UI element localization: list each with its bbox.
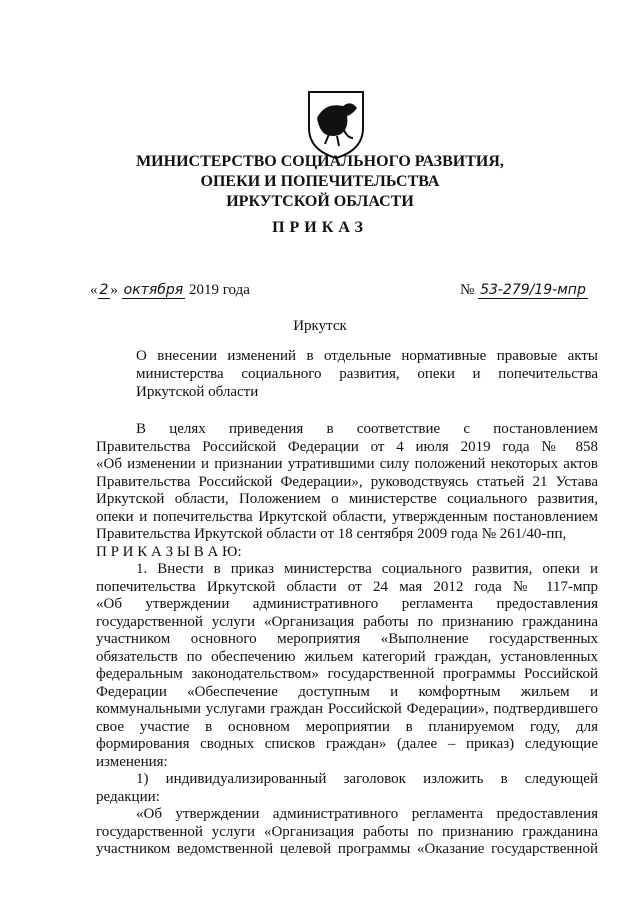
date-year: 2019 года [188, 282, 250, 298]
document-subject [136, 347, 598, 401]
number-prefix: № [460, 282, 475, 298]
number-handwritten: 53-279/19-мпр [480, 282, 586, 298]
body-line: «Об утверждении административного регламента предоставления [96, 596, 598, 612]
org-line: ОПЕКИ И ПОПЕЧИТЕЛЬСТВА [200, 173, 440, 190]
body-line: свое участие в основном мероприятии в планируемом году, для [96, 718, 598, 735]
body-line: коммунальными услугами граждан Российской Федерации», подтвердившего [96, 701, 598, 717]
body-line: государственной услуги «Организация работы по признанию гражданина [96, 613, 598, 630]
document-date [90, 282, 250, 299]
document-type-title: ПРИКАЗ [272, 219, 368, 236]
body-line: участником основного мероприятия «Выполнение государственных [96, 631, 598, 647]
body-line: обязательств по обеспечению жильем категорий граждан, установленных [96, 648, 598, 665]
date-quote-close: » [110, 282, 118, 298]
subject-line: О внесении изменений в отдельные нормативные правовые акты [136, 348, 598, 364]
body-line: опеки и попечительства Иркутской области, утвержденным постановлением [96, 508, 598, 525]
subject-line: Иркутской области [136, 384, 259, 400]
body-line: формирования сводных списков граждан» (далее – приказ) следующие [96, 736, 598, 752]
org-line: ИРКУТСКОЙ ОБЛАСТИ [226, 193, 414, 210]
document-body [96, 421, 598, 859]
body-line: изменения: [96, 753, 168, 770]
body-line: Федерации «Обеспечение доступным и комфортным жильем и [96, 683, 598, 700]
body-line: Правительства Российской Федерации», руководствуясь статьей 21 Устава [96, 473, 598, 490]
body-line: Правительства Иркутской области от 18 сентября 2009 года № 261/40-пп, [96, 526, 567, 542]
date-month-handwritten: октября [123, 282, 184, 298]
org-line: МИНИСТЕРСТВО СОЦИАЛЬНОГО РАЗВИТИЯ, [136, 153, 504, 170]
city-name: Иркутск [293, 318, 347, 334]
body-line: «Об изменении и признании утратившими силу положений некоторых актов [96, 456, 598, 472]
date-quote-open: « [90, 282, 98, 298]
body-line: В целях приведения в соответствие с постановлением [136, 421, 598, 437]
body-line: участником ведомственной целевой программы «Оказание государственной [96, 841, 598, 857]
body-line: 1. Внести в приказ министерства социального развития, опеки и [136, 561, 598, 577]
date-day-handwritten: 2 [99, 282, 109, 298]
body-line: 1) индивидуализированный заголовок изложить в следующей [136, 771, 598, 787]
body-line: государственной услуги «Организация работы по признанию гражданина [96, 823, 598, 840]
document-number [460, 282, 588, 299]
body-line: «Об утверждении административного регламента предоставления [136, 806, 598, 822]
subject-line: министерства социального развития, опеки и попечительства [136, 366, 598, 382]
body-line: Иркутской области, Положением о министерстве социального развития, [96, 491, 598, 507]
body-line: Правительства Российской Федерации от 4 июля 2019 года № 858 [96, 438, 598, 455]
body-line: федеральным законодательством» государственной программы Российской [96, 666, 598, 682]
body-line: попечительства Иркутской области от 24 мая 2012 года № 117-мпр [96, 578, 598, 595]
order-keyword: П Р И К А З Ы В А Ю: [96, 543, 242, 560]
body-line: редакции: [96, 788, 160, 805]
irkutsk-coat-of-arms-icon [303, 88, 369, 160]
organization-name [80, 152, 560, 212]
